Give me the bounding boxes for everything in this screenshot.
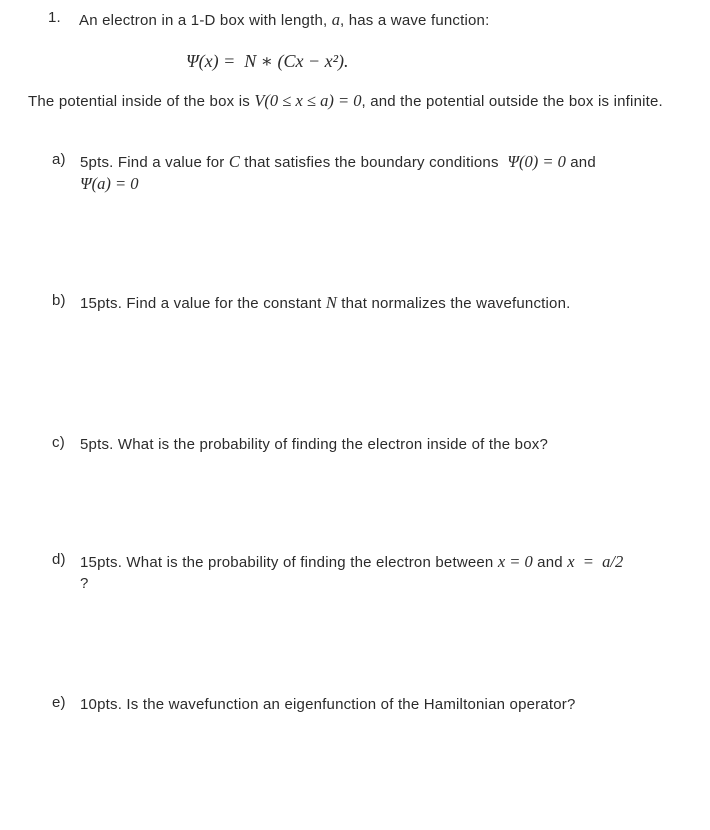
text-segment: 5pts. What is the probability of finding the electron inside of the box?: [80, 436, 549, 453]
problem-intro: [48, 9, 702, 31]
part-a-marker: a): [52, 151, 66, 168]
text-segment: , has a wave function:: [339, 12, 490, 29]
potential-note: [28, 90, 706, 112]
math-segment-psi-0: Ψ(0) = 0: [507, 152, 566, 171]
text-segment: 5pts. Find a value for: [80, 154, 229, 171]
math-segment-potential: V(0 ≤ x ≤ a) = 0: [254, 91, 362, 110]
part-b-line-1: [80, 292, 706, 314]
part-a-line-1: [80, 151, 706, 173]
part-a: [52, 151, 706, 195]
text-segment: and: [532, 554, 568, 571]
text-segment: , and the potential outside the box is infinite.: [361, 93, 663, 110]
part-c-line-1: [80, 434, 706, 455]
text-segment: 15pts. Find a value for the constant: [80, 295, 326, 312]
math-segment-psi-a: Ψ(a) = 0: [80, 174, 139, 193]
part-d-marker: d): [52, 551, 66, 568]
text-segment: that normalizes the wavefunction.: [336, 295, 571, 312]
text-segment: 10pts. Is the wavefunction an eigenfunction of the Hamiltonian operator?: [80, 696, 576, 713]
part-b-marker: b): [52, 292, 66, 309]
wave-function-equation: Ψ(x) = N ∗ (Cx − x²).: [186, 51, 349, 71]
part-a-line-2: [80, 173, 706, 195]
part-c-marker: c): [52, 434, 65, 451]
text-segment: An electron in a 1-D box with length,: [79, 12, 332, 29]
part-e-line-1: [80, 694, 706, 715]
part-c: [52, 434, 706, 455]
part-d: [52, 551, 706, 594]
math-segment-length-a: a: [331, 10, 340, 29]
part-d-line-1: [80, 551, 706, 573]
math-segment-N: N: [325, 293, 337, 312]
text-segment: that satisfies the boundary conditions: [239, 154, 508, 171]
math-segment-C: C: [228, 152, 240, 171]
part-d-line-2: [80, 573, 706, 594]
problem-number: 1.: [48, 9, 61, 26]
text-segment: ?: [80, 575, 89, 592]
part-b: [52, 292, 706, 314]
problem-intro-line: [79, 9, 702, 31]
part-e-marker: e): [52, 694, 66, 711]
math-segment-x-a-half: x = a/2: [567, 552, 624, 571]
part-e: [52, 694, 706, 715]
math-segment-x-0: x = 0: [497, 552, 533, 571]
text-segment: The potential inside of the box is: [28, 93, 255, 110]
text-segment: and: [565, 154, 596, 171]
text-segment: 15pts. What is the probability of finding the electron between: [80, 554, 498, 571]
